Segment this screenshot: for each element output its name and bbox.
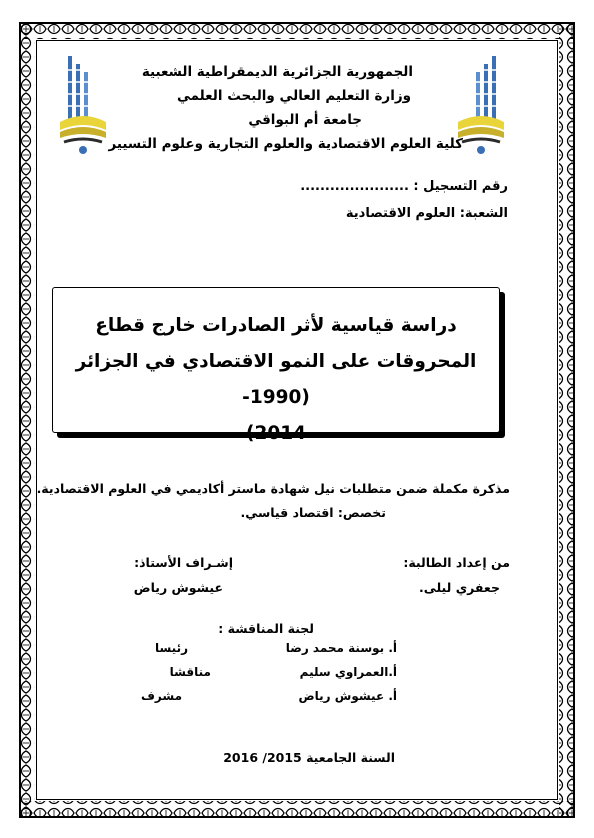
committee-member-role: مشرف: [140, 689, 182, 703]
committee-member-role: مناقشا: [169, 665, 211, 679]
thesis-description: مذكرة مكملة ضمن متطلبات نيل شهادة ماستر أكاديمي في العلوم الاقتصادية.: [36, 481, 510, 496]
registration-number: رقم التسجيل : ......................: [300, 179, 508, 194]
committee-member-name: أ.العمراوي سليم: [299, 665, 397, 679]
committee-member-name: أ. عيشوش رياض: [298, 689, 397, 703]
author-name: جعفري ليلى.: [419, 580, 500, 595]
university-logo-left: [54, 50, 112, 158]
author-label: من إعداد الطالبة:: [403, 555, 510, 570]
committee-member-name: أ. بوسنة محمد رضا: [285, 641, 397, 655]
thesis-title-box: [52, 287, 500, 444]
header-faculty: كلية العلوم الاقتصادية والعلوم التجارية وعلوم التسيير: [108, 136, 463, 152]
thesis-title-line-2: المحروقات على النمو الاقتصادي في الجزائر (1990-: [75, 351, 477, 408]
thesis-specialization: تخصص: اقتصاد قياسي.: [240, 505, 386, 520]
branch-label: الشعبة: العلوم الاقتصادية: [345, 206, 508, 221]
supervisor-name: عيشوش رياض: [133, 580, 223, 595]
thesis-title-line-1: دراسة قياسية لأثر الصادرات خارج قطاع: [95, 315, 457, 336]
committee-member-role: رئيسا: [154, 641, 188, 655]
header-university: جامعة أم البواقي: [248, 112, 362, 128]
thesis-title-line-3: 2014): [246, 423, 306, 444]
header-ministry: وزارة التعليم العالي والبحث العلمي: [176, 88, 411, 104]
supervisor-label: إشـراف الأستاذ:: [134, 555, 233, 570]
academic-year: السنة الجامعية 2015/ 2016: [223, 750, 395, 765]
header-republic: الجمهورية الجزائرية الديمقراطية الشعبية: [141, 64, 413, 80]
committee-label: لجنة المناقشة :: [218, 621, 314, 636]
